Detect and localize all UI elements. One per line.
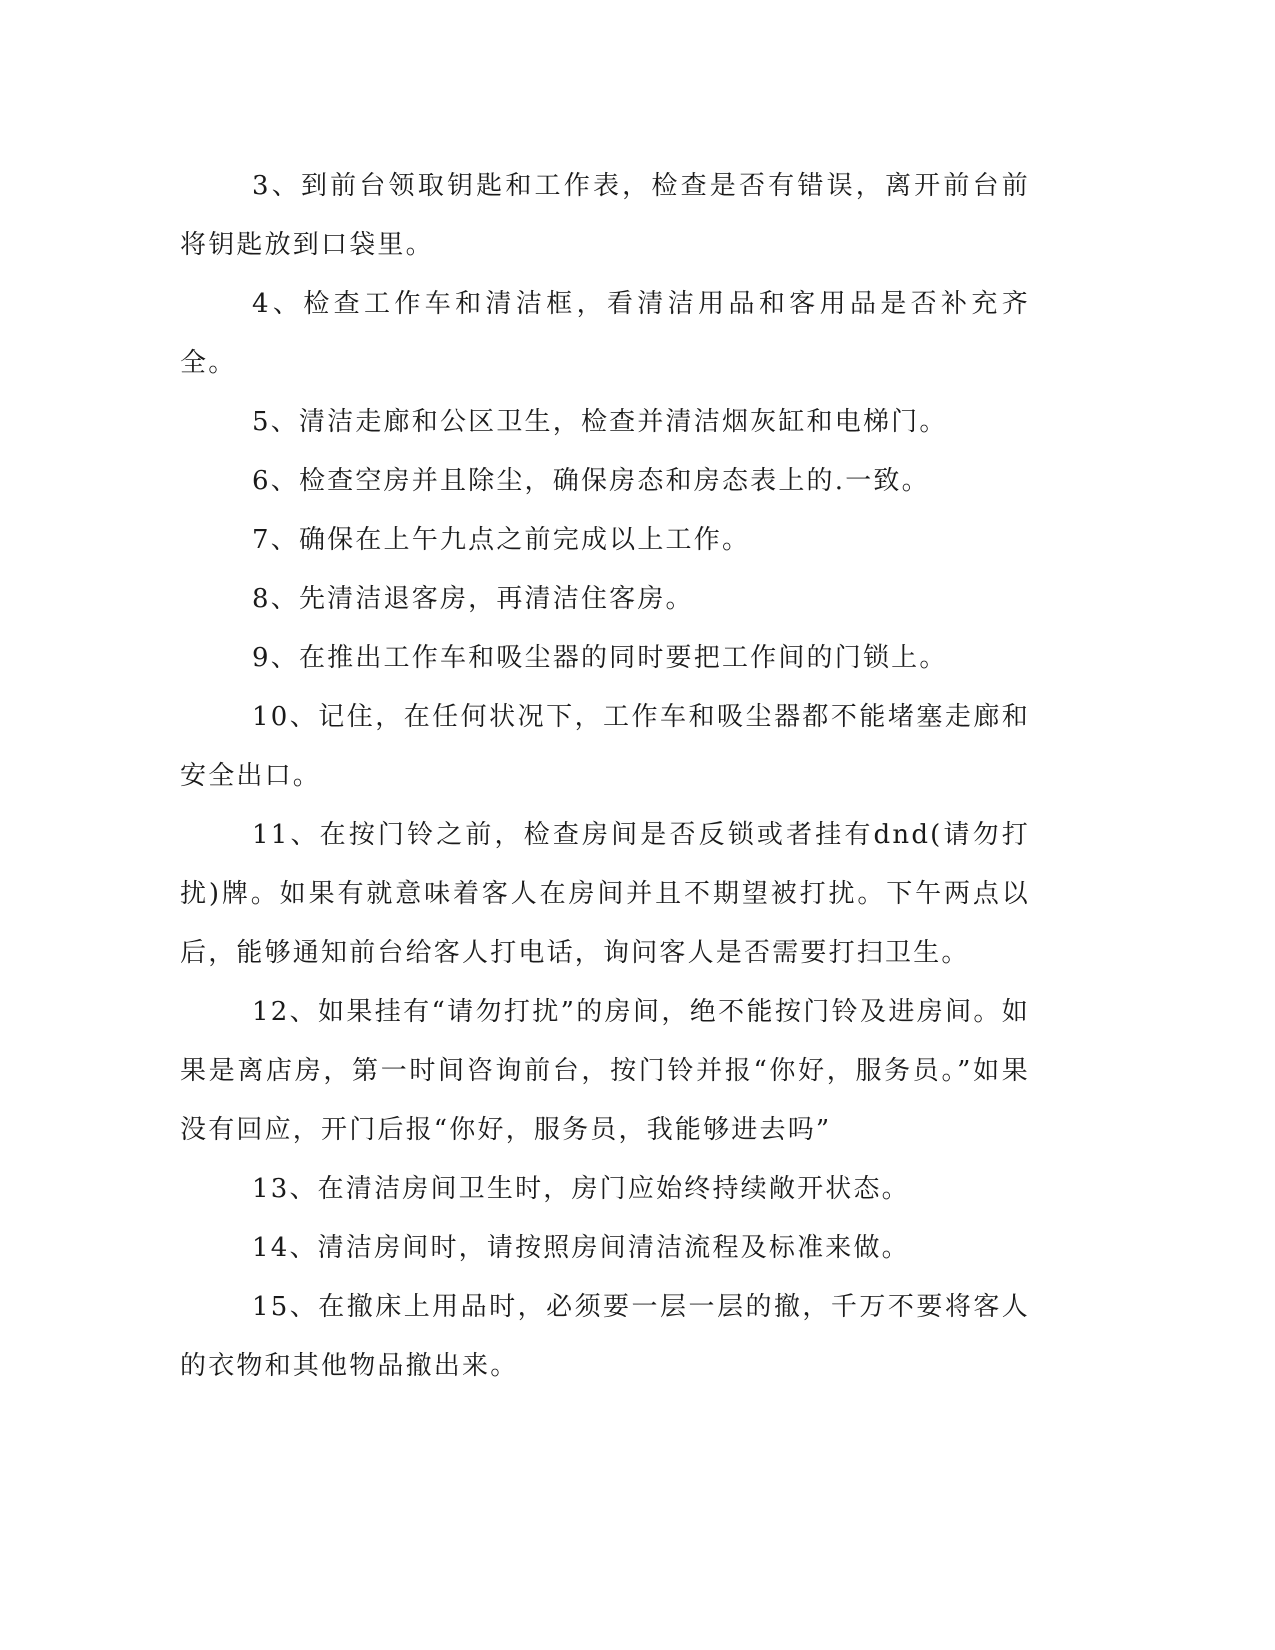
document-body (180, 157, 1030, 1396)
paragraph-12: 12、如果挂有“请勿打扰”的房间，绝不能按门铃及进房间。如果是离店房，第一时间咨询前台，按门铃并报“你好，服务员。”如果没有回应，开门后报“你好，服务员，我能够进去吗” (180, 997, 1030, 1145)
paragraph-14: 14、清洁房间时，请按照房间清洁流程及标准来做。 (252, 1233, 910, 1263)
paragraph-9: 9、在推出工作车和吸尘器的同时要把工作间的门锁上。 (252, 643, 948, 673)
paragraph-8: 8、先清洁退客房，再清洁住客房。 (252, 584, 694, 614)
paragraph-13: 13、在清洁房间卫生时，房门应始终持续敞开状态。 (252, 1174, 910, 1204)
paragraph-10: 10、记住，在任何状况下，工作车和吸尘器都不能堵塞走廊和安全出口。 (180, 702, 1030, 791)
paragraph-3: 3、到前台领取钥匙和工作表，检查是否有错误，离开前台前将钥匙放到口袋里。 (180, 171, 1030, 260)
paragraph-15: 15、在撤床上用品时，必须要一层一层的撤，千万不要将客人的衣物和其他物品撤出来。 (180, 1292, 1030, 1381)
paragraph-11: 11、在按门铃之前，检查房间是否反锁或者挂有dnd(请勿打扰)牌。如果有就意味着客人在房间并且不期望被打扰。下午两点以后，能够通知前台给客人打电话，询问客人是否需要打扫卫生。 (180, 820, 1030, 968)
paragraph-6: 6、检查空房并且除尘，确保房态和房态表上的.一致。 (252, 466, 930, 496)
paragraph-4: 4、检查工作车和清洁框，看清洁用品和客用品是否补充齐全。 (180, 289, 1030, 378)
paragraph-7: 7、确保在上午九点之前完成以上工作。 (252, 525, 751, 555)
paragraph-5: 5、清洁走廊和公区卫生，检查并清洁烟灰缸和电梯门。 (252, 407, 948, 437)
